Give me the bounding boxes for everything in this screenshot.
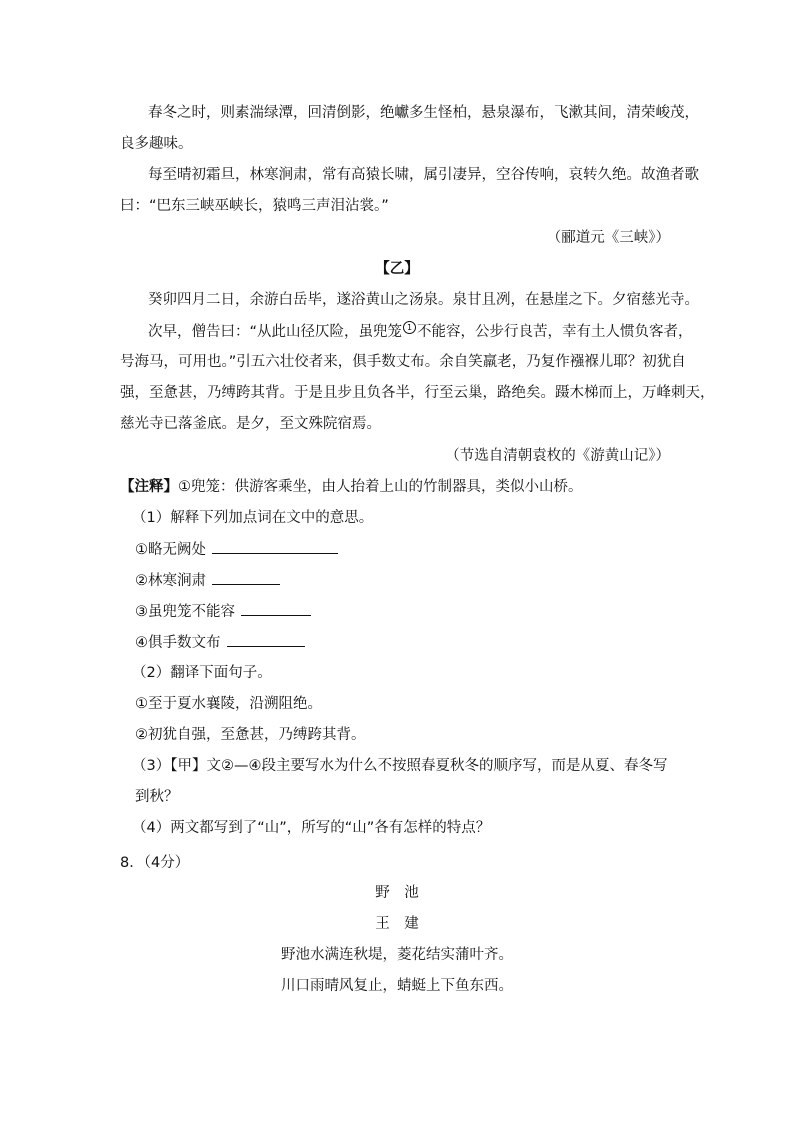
question-2: （2）翻译下面句子。: [132, 665, 272, 681]
question-8-number: 8．（4分）: [120, 855, 190, 871]
footnote-marker: 1: [403, 321, 416, 334]
question-1-item-4: ④俱手数文布: [135, 632, 305, 653]
question-1: （1）解释下列加点词在文中的意思。: [132, 510, 374, 526]
answer-blank-2[interactable]: [212, 570, 280, 585]
answer-blank-4[interactable]: [227, 632, 305, 647]
answer-blank-3[interactable]: [241, 601, 311, 616]
question-3-line-1: （3）【甲】文②—④段主要写水为什么不按照春夏秋冬的顺序写，而是从夏、春冬写: [132, 758, 668, 774]
answer-blank-1[interactable]: [212, 539, 338, 554]
jia-paragraph-3-line-2: 良多趣味。: [120, 136, 193, 152]
yi-paragraph-1: 癸卯四月二日，余游白岳毕，遂浴黄山之汤泉。泉甘且冽，在悬崖之下。夕宿慈光寺。: [148, 292, 699, 308]
yi-paragraph-2-line-4: 慈光寺已落釜底。是夕，至文殊院宿焉。: [120, 416, 381, 432]
jia-paragraph-4-line-2: 曰：“巴东三峡巫峡长，猿鸣三声泪沾裳。”: [120, 198, 389, 214]
note: [120, 477, 583, 497]
jia-paragraph-4-line-1: 每至晴初霜旦，林寒涧肃，常有高猿长啸，属引凄异，空谷传响，哀转久绝。故渔者歌: [148, 167, 699, 183]
question-1-item-2: ②林寒涧肃: [135, 570, 280, 591]
yi-paragraph-2-line-2: 号海马，可用也。”引五六壮佼者来，俱手数丈布。余自笑羸老，乃复作襁褓儿耶？初犹自: [120, 354, 686, 370]
yi-p2-text-b: 不能容，公步行良苦，幸有土人惯负客者，: [417, 323, 693, 340]
poem-line-2: 川口雨晴风复止，蜻蜓上下鱼东西。: [281, 978, 513, 994]
yi-paragraph-2-line-1: [148, 321, 693, 342]
question-4: （4）两文都写到了“山”，所写的“山”各有怎样的特点？: [132, 820, 491, 836]
note-text: ①兜笼：供游客乘坐，由人抬着上山的竹制器具，类似小山桥。: [178, 479, 583, 495]
question-2-item-2: ②初犹自强，至惫甚，乃缚跨其背。: [135, 727, 366, 743]
jia-paragraph-3-line-1: 春冬之时，则素湍绿潭，回清倒影，绝巘多生怪柏，悬泉瀑布，飞漱其间，清荣峻茂，: [148, 105, 699, 121]
poem-author: 王 建: [375, 916, 419, 932]
yi-p2-text-a: 次早，僧告曰：“从此山径仄险，虽兜笼: [148, 323, 403, 340]
question-3-line-2: 到秋？: [135, 789, 179, 805]
yi-heading: 【乙】: [375, 261, 419, 277]
jia-source: （郦道元《三峡》）: [546, 230, 670, 246]
question-2-item-1: ①至于夏水襄陵，沿溯阻绝。: [135, 696, 322, 712]
yi-paragraph-2-line-3: 强，至惫甚，乃缚跨其背。于是且步且负各半，行至云巢，路绝矣。蹑木梯而上，万峰刺天，: [120, 385, 715, 401]
poem-title: 野 池: [375, 885, 419, 901]
question-1-item-1: ①略无阙处: [135, 539, 338, 560]
note-label: 【注释】: [120, 479, 178, 495]
yi-source: （节选自清朝袁枚的《游黄山记》）: [445, 448, 670, 464]
question-1-item-3: ③虽兜笼不能容: [135, 601, 311, 622]
poem-line-1: 野池水满连秋堤，菱花结实蒲叶齐。: [281, 947, 513, 963]
